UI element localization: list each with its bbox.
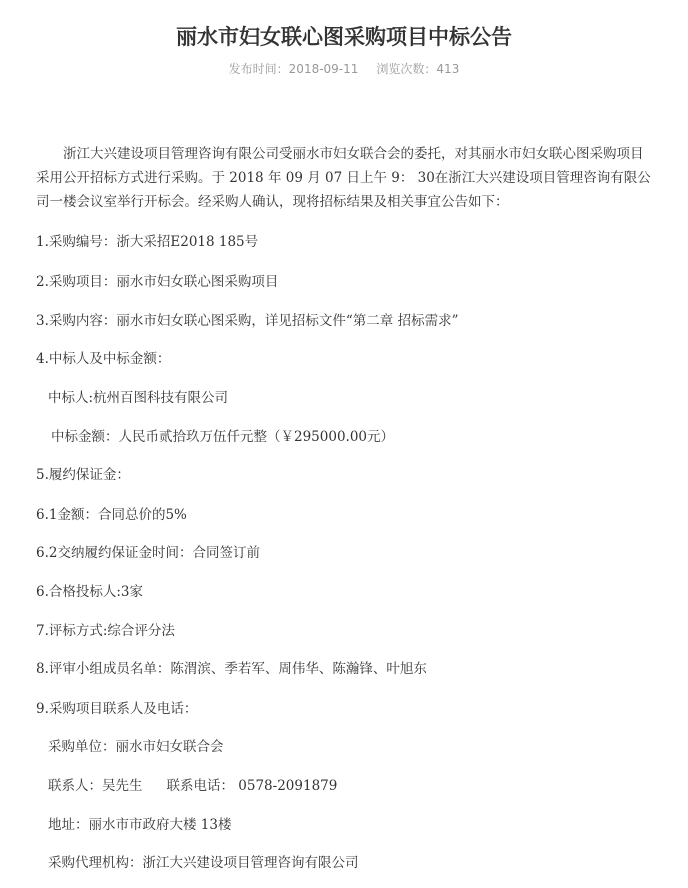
item-qualified-bidders: 6.合格投标人:3家 [36,584,144,600]
page-title: 丽水市妇女联心图采购项目中标公告 [176,25,512,49]
intro-paragraph: 浙江大兴建设项目管理咨询有限公司受丽水市妇女联合会的委托，对其丽水市妇女联心图采购项目采用公开招标方式进行采购。于 2018 年 09 月 07 日上午 9： 30在浙江大兴建设项目管理咨询有限公司一楼会议室举行开标会。经采购人确认，现将招标结果及相关事宜公告如下： [36,146,651,210]
item-agency: 采购代理机构：浙江大兴建设项目管理咨询有限公司 [48,855,359,871]
contact-person: 联系人：吴先生 [48,778,143,794]
item-address: 地址：丽水市市政府大楼 13楼 [48,817,232,833]
publish-date: 发布时间：2018-09-11 [228,62,359,76]
item-review-panel: 8.评审小组成员名单：陈渭滨、季若军、周伟华、陈瀚锋、叶旭东 [36,661,427,677]
item-bond-amount: 6.1金额：合同总价的5% [36,507,187,523]
item-procurement-project: 2.采购项目：丽水市妇女联心图采购项目 [36,274,279,290]
article-body [36,142,656,871]
item-procurement-number: 1.采购编号：浙大采招E2018 185号 [36,234,259,250]
view-count: 浏览次数：413 [376,62,460,76]
item-bond-heading: 5.履约保证金： [36,467,130,483]
item-winning-amount: 中标金额：人民币贰拾玖万伍仟元整（￥295000.00元） [51,429,395,445]
item-bond-time: 6.2交纳履约保证金时间：合同签订前 [36,545,260,561]
item-procurement-content: 3.采购内容：丽水市妇女联心图采购，详见招标文件“第二章 招标需求” [36,313,459,329]
item-contact-heading: 9.采购项目联系人及电话： [36,701,198,717]
contact-phone: 联系电话： 0578-2091879 [166,778,338,794]
item-evaluation-method: 7.评标方式:综合评分法 [36,623,175,639]
item-winner: 中标人:杭州百图科技有限公司 [48,390,229,406]
article-meta [0,60,688,78]
item-winner-heading: 4.中标人及中标金额： [36,351,171,367]
item-purchaser: 采购单位：丽水市妇女联合会 [48,739,224,755]
item-contact-row [48,774,337,798]
